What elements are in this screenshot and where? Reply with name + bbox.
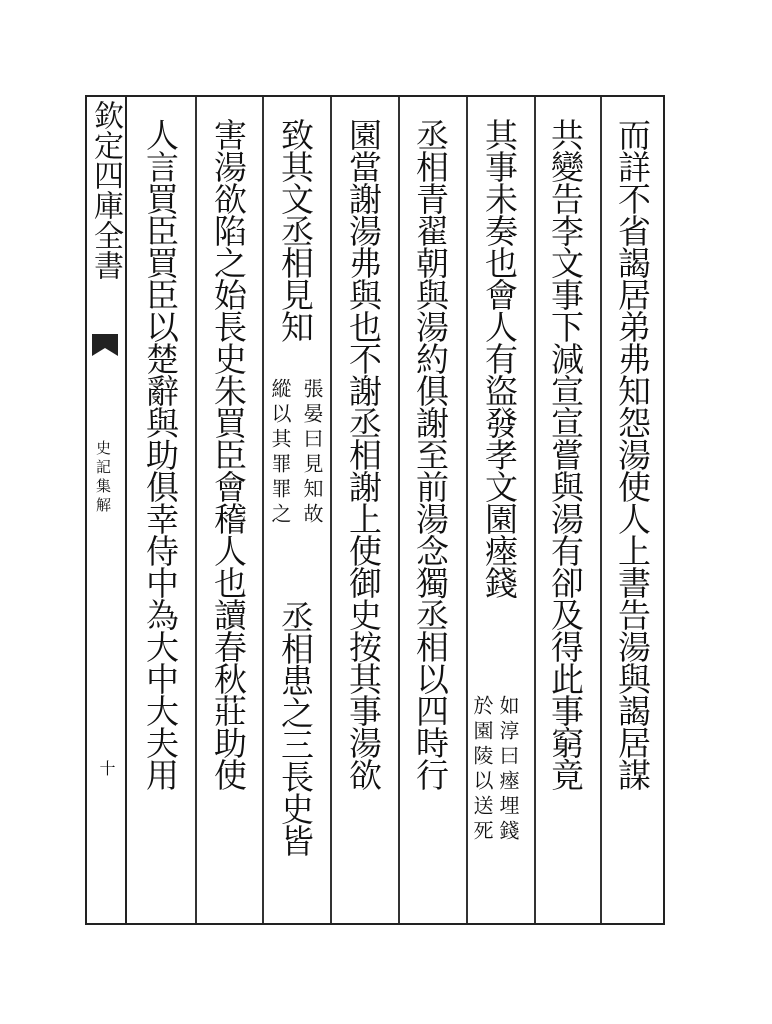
column-rule: [262, 97, 264, 923]
text-column-6a: 致其文丞相見知: [276, 118, 315, 342]
column-rule: [398, 97, 400, 923]
column-rule: [195, 97, 197, 923]
commentary-note-left: 縱以其罪罪之: [268, 378, 292, 528]
text-column-1: 而詳不省謁居弟弗知怨湯使人上書告湯與謁居謀: [613, 118, 652, 790]
text-column-8: 人言買臣買臣以楚辭與助俱幸侍中為大中大夫用: [141, 118, 180, 790]
commentary-note-right: 如淳曰瘞埋錢: [496, 695, 520, 845]
commentary-note-left: 於園陵以送死: [470, 695, 494, 845]
folio-number: 十: [97, 760, 116, 776]
text-column-6b: 丞相患之三長史皆: [276, 600, 315, 856]
column-rule: [600, 97, 602, 923]
section-title: 史記集解: [94, 440, 112, 516]
commentary-note-right: 張晏曰見知故: [300, 378, 324, 528]
text-column-2: 共變告李文事下減宣宣嘗與湯有卻及得此事窮竟: [546, 118, 585, 790]
column-rule: [466, 97, 468, 923]
fishtail-mark-icon: [90, 330, 120, 360]
column-rule: [330, 97, 332, 923]
text-column-5: 園當謝湯弗與也不謝丞相謝上使御史按其事湯欲: [344, 118, 383, 790]
text-column-4: 丞相青翟朝與湯約俱謝至前湯念獨丞相以四時行: [411, 118, 450, 790]
column-rule: [534, 97, 536, 923]
text-column-3: 其事未奏也會人有盜發孝文園瘞錢: [480, 118, 519, 598]
book-title: 欽定四庫全書: [88, 100, 123, 280]
text-column-7: 害湯欲陷之始長史朱買臣會稽人也讀春秋莊助使: [209, 118, 248, 790]
